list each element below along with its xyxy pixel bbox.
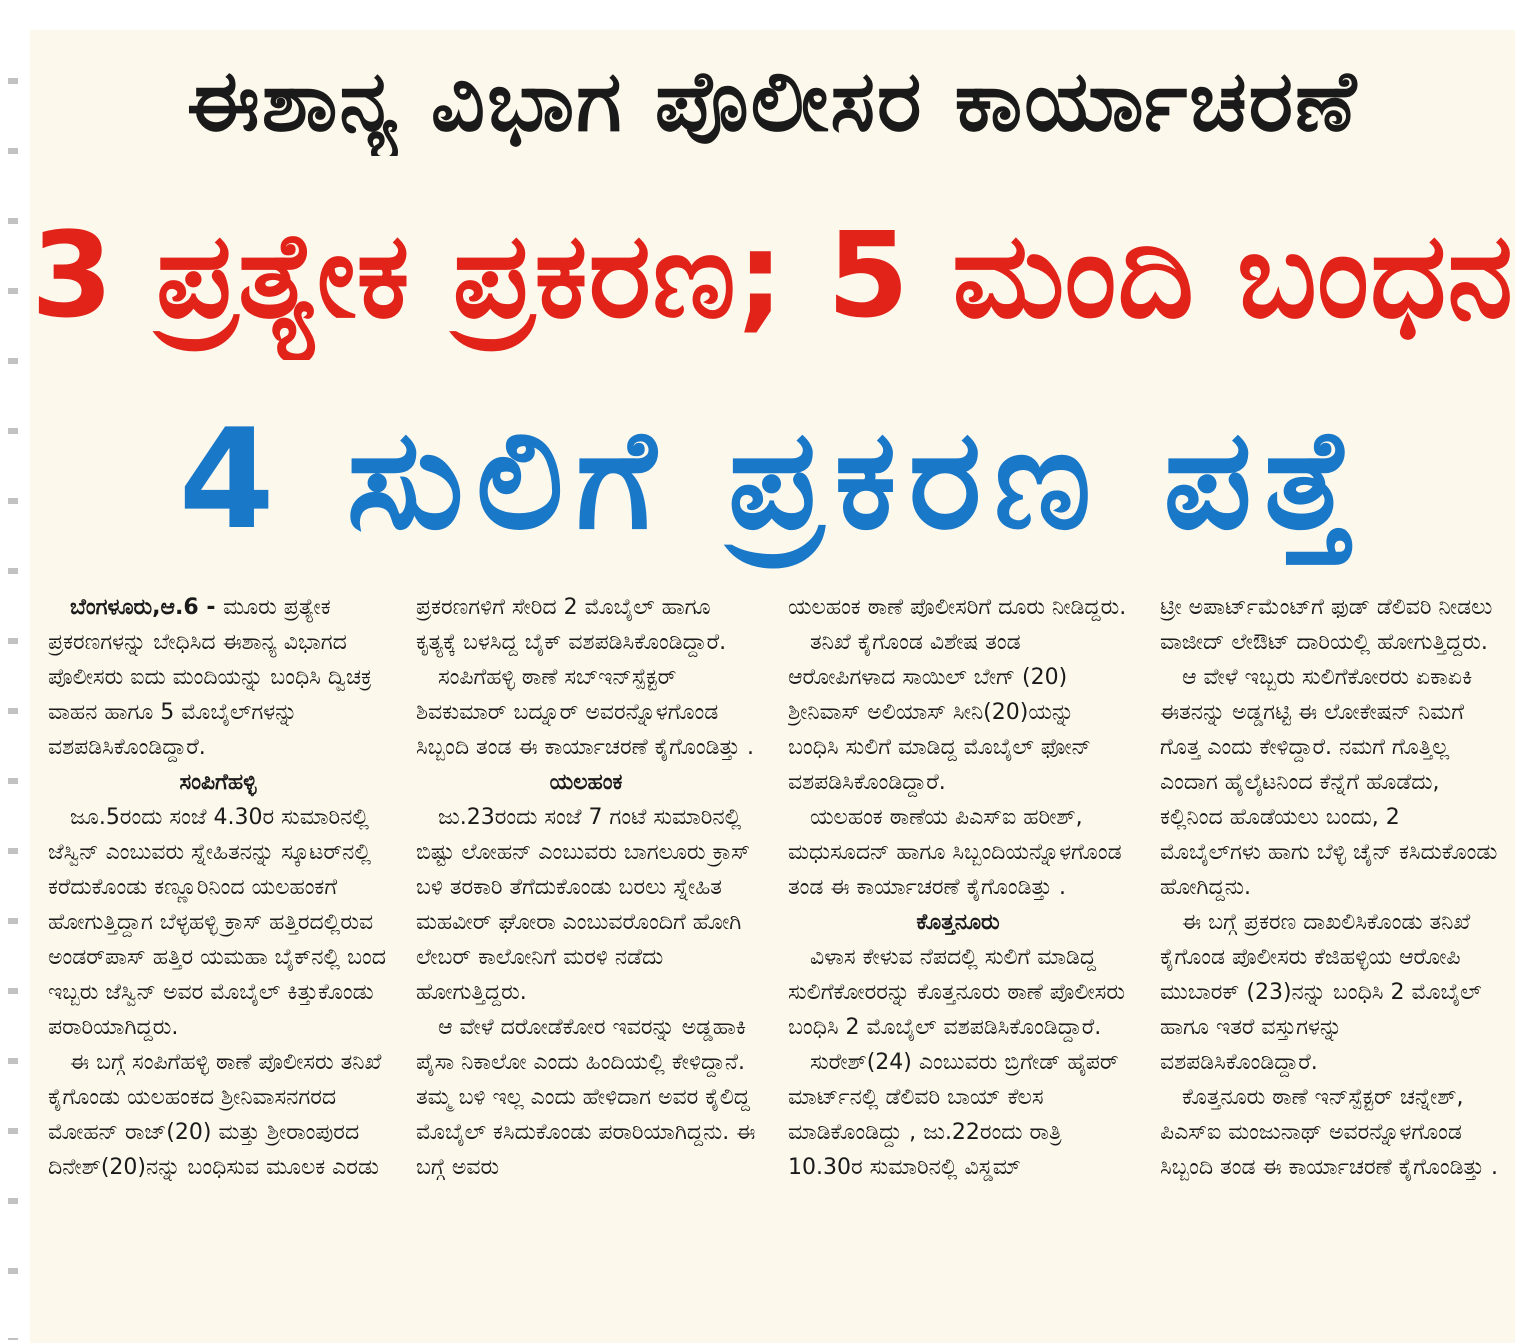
- paragraph: ಪ್ರಕರಣಗಳಿಗೆ ಸೇರಿದ 2 ಮೊಬೈಲ್ ಹಾಗೂ ಕೃತ್ಯಕ್ಕೆ ಬಳಸಿದ್ದ ಬೈಕ್ ವಶಪಡಿಸಿಕೊಂಡಿದ್ದಾರೆ.: [416, 595, 727, 655]
- paragraph: ಈ ಬಗ್ಗೆ ಪ್ರಕರಣ ದಾಖಲಿಸಿಕೊಂಡು ತನಿಖೆ ಕೈಗೊಂಡ ಪೊಲೀಸರು ಕೆಜಿಹಳ್ಳಿಯ ಆರೋಪಿ ಮುಬಾರಕ್ (23)ನನ್ನು ಬಂಧಿಸಿ 2 ಮೊಬೈಲ್ ಹಾಗೂ ಇತರೆ ವಸ್ತುಗಳನ್ನು ವಶಪಡಿಸಿಕೊಂಡಿದ್ದಾರೆ.: [1160, 910, 1482, 1075]
- margin-marks: [8, 40, 18, 1340]
- subheading-sampigehalli: ಸಂಪಿಗೆಹಳ್ಳಿ: [179, 770, 257, 795]
- paragraph: ಸಂಪಿಗೆಹಳ್ಳಿ ಠಾಣೆ ಸಬ್‌ಇನ್‌ಸ್ಪೆಕ್ಟರ್ ಶಿವಕುಮಾರ್ ಬದ್ನೂರ್ ಅವರನ್ನೊಳಗೊಂಡ ಸಿಬ್ಬಂದಿ ತಂಡ ಈ ಕಾರ್ಯಾಚರಣೆ ಕೈಗೊಂಡಿತ್ತು .: [416, 665, 755, 760]
- article-column-3: [788, 590, 1128, 1338]
- paragraph: ಯಲಹಂಕ ಠಾಣೆ ಪೊಲೀಸರಿಗೆ ದೂರು ನೀಡಿದ್ದರು.: [788, 595, 1127, 620]
- subheading-yelahanka: ಯಲಹಂಕ: [549, 770, 623, 795]
- paragraph: ಜು.23ರಂದು ಸಂಜೆ 7 ಗಂಟೆ ಸುಮಾರಿನಲ್ಲಿ ಬಿಷ್ಟು ಲೋಹನ್ ಎಂಬುವರು ಬಾಗಲೂರು ಕ್ರಾಸ್ ಬಳಿ ತರಕಾರಿ ತೆಗೆದುಕೊಂಡು ಬರಲು ಸ್ನೇಹಿತ ಮಹವೀರ್ ಘೋರಾ ಎಂಬುವರೊಂದಿಗೆ ಹೋಗಿ ಲೇಬರ್ ಕಾಲೋನಿಗೆ ಮರಳಿ ನಡೆದು ಹೋಗುತ್ತಿದ್ದರು.: [416, 805, 750, 1005]
- lead-text: ಮೂರು ಪ್ರತ್ಯೇಕ ಪ್ರಕರಣಗಳನ್ನು ಬೇಧಿಸಿದ ಈಶಾನ್ಯ ವಿಭಾಗದ ಪೊಲೀಸರು ಐದು ಮಂದಿಯನ್ನು ಬಂಧಿಸಿ ದ್ವಿಚಕ್ರ ವಾಹನ ಹಾಗೂ 5 ಮೊಬೈಲ್‌ಗಳನ್ನು ವಶಪಡಿಸಿಕೊಂಡಿದ್ದಾರೆ.: [48, 595, 372, 760]
- main-headline: 3 ಪ್ರತ್ಯೇಕ ಪ್ರಕರಣ; 5 ಮಂದಿ ಬಂಧನ: [31, 206, 1514, 344]
- subheading-kothanur: ಕೊತ್ತನೂರು: [916, 910, 1000, 935]
- paragraph: ಆ ವೇಳೆ ದರೋಡೆಕೋರ ಇವರನ್ನು ಅಡ್ಡಹಾಕಿ ಪೈಸಾ ನಿಕಾಲೋ ಎಂದು ಹಿಂದಿಯಲ್ಲಿ ಕೇಳಿದ್ದಾನೆ. ತಮ್ಮ ಬಳಿ ಇಲ್ಲ ಎಂದು ಹೇಳಿದಾಗ ಅವರ ಕೈಲಿದ್ದ ಮೊಬೈಲ್ ಕಸಿದುಕೊಂಡು ಪರಾರಿಯಾಗಿದ್ದನು. ಈ ಬಗ್ಗೆ ಅವರು: [416, 1015, 756, 1180]
- paragraph: ಸುರೇಶ್(24) ಎಂಬುವರು ಬ್ರಿಗೇಡ್ ಹೈಪರ್ ಮಾರ್ಟ್‌ನಲ್ಲಿ ಡೆಲಿವರಿ ಬಾಯ್ ಕೆಲಸ ಮಾಡಿಕೊಂಡಿದ್ದು , ಜು.22ರಂದು ರಾತ್ರಿ 10.30ರ ಸುಮಾರಿನಲ್ಲಿ ವಿಸ್ಡಮ್: [788, 1050, 1119, 1180]
- paragraph: ಆ ವೇಳೆ ಇಬ್ಬರು ಸುಲಿಗೆಕೋರರು ಏಕಾಏಕಿ ಈತನನ್ನು ಅಡ್ಡಗಟ್ಟಿ ಈ ಲೋಕೇಷನ್ ನಿಮಗೆ ಗೊತ್ತ ಎಂದು ಕೇಳಿದ್ದಾರೆ. ನಮಗೆ ಗೊತ್ತಿಲ್ಲ ಎಂದಾಗ ಹೈಲೈಟನಿಂದ ಕೆನ್ನೆಗೆ ಹೊಡೆದು, ಕಲ್ಲಿನಿಂದ ಹೊಡೆಯಲು ಬಂದು, 2 ಮೊಬೈಲ್‌ಗಳು ಹಾಗು ಬೆಳ್ಳಿ ಚೈನ್ ಕಸಿದುಕೊಂಡು ಹೋಗಿದ್ದನು.: [1160, 665, 1498, 900]
- paragraph: ಈ ಬಗ್ಗೆ ಸಂಪಿಗೆಹಳ್ಳಿ ಠಾಣೆ ಪೊಲೀಸರು ತನಿಖೆ ಕೈಗೊಂಡು ಯಲಹಂಕದ ಶ್ರೀನಿವಾಸನಗರದ ಮೋಹನ್ ರಾಜ್(20) ಮತ್ತು ಶ್ರೀರಾಂಪುರದ ದಿನೇಶ್(20)ನನ್ನು ಬಂಧಿಸುವ ಮೂಲಕ ಎರಡು: [48, 1050, 382, 1180]
- paragraph: ಕೊತ್ತನೂರು ಠಾಣೆ ಇನ್‌ಸ್ಪೆಕ್ಟರ್ ಚನ್ನೇಶ್, ಪಿಎಸ್‌ಐ ಮಂಜುನಾಥ್ ಅವರನ್ನೊಳಗೊಂಡ ಸಿಬ್ಬಂದಿ ತಂಡ ಈ ಕಾರ್ಯಾಚರಣೆ ಕೈಗೊಂಡಿತ್ತು .: [1160, 1085, 1499, 1180]
- dateline: ಬೆಂಗಳೂರು,ಆ.6 -: [70, 595, 224, 620]
- page-margin: [0, 0, 30, 1343]
- article-body: [48, 590, 1508, 1338]
- article-column-1: [48, 590, 388, 1338]
- paragraph: ಟ್ರೀ ಅಪಾರ್ಟ್‌ಮೆಂಟ್‌ಗೆ ಫುಡ್ ಡೆಲಿವರಿ ನೀಡಲು ವಾಜೀದ್ ಲೇಔಟ್ ದಾರಿಯಲ್ಲಿ ಹೋಗುತ್ತಿದ್ದರು.: [1160, 595, 1493, 655]
- newspaper-clipping: [30, 30, 1515, 1343]
- paragraph: ವಿಳಾಸ ಕೇಳುವ ನೆಪದಲ್ಲಿ ಸುಲಿಗೆ ಮಾಡಿದ್ದ ಸುಲಿಗೆಕೋರರನ್ನು ಕೊತ್ತನೂರು ಠಾಣೆ ಪೊಲೀಸರು ಬಂಧಿಸಿ 2 ಮೊಬೈಲ್ ವಶಪಡಿಸಿಕೊಂಡಿದ್ದಾರೆ.: [788, 945, 1125, 1040]
- paragraph: ಯಲಹಂಕ ಠಾಣೆಯ ಪಿಎಸ್‌ಐ ಹರೀಶ್, ಮಧುಸೂದನ್ ಹಾಗೂ ಸಿಬ್ಬಂದಿಯನ್ನೊಳಗೊಂಡ ತಂಡ ಈ ಕಾರ್ಯಾಚರಣೆ ಕೈಗೊಂಡಿತ್ತು .: [788, 805, 1122, 900]
- kicker-headline: ಈಶಾನ್ಯ ವಿಭಾಗ ಪೊಲೀಸರ ಕಾರ್ಯಾಚರಣೆ: [186, 52, 1359, 150]
- paragraph: ತನಿಖೆ ಕೈಗೊಂಡ ವಿಶೇಷ ತಂಡ ಆರೋಪಿಗಳಾದ ಸಾಯಿಲ್ ಬೇಗ್ (20) ಶ್ರೀನಿವಾಸ್ ಅಲಿಯಾಸ್ ಸೀನಿ(20)ಯನ್ನು ಬಂಧಿಸಿ ಸುಲಿಗೆ ಮಾಡಿದ್ದ ಮೊಬೈಲ್ ಫೋನ್ ವಶಪಡಿಸಿಕೊಂಡಿದ್ದಾರೆ.: [788, 630, 1092, 795]
- lead-paragraph: [48, 590, 388, 765]
- article-column-4: [1160, 590, 1500, 1338]
- sub-headline: 4 ಸುಲಿಗೆ ಪ್ರಕರಣ ಪತ್ತೆ: [178, 399, 1367, 560]
- paragraph: ಜೂ.5ರಂದು ಸಂಜೆ 4.30ರ ಸುಮಾರಿನಲ್ಲಿ ಜೆಸ್ವಿನ್ ಎಂಬುವರು ಸ್ನೇಹಿತನನ್ನು ಸ್ಕೂಟರ್‌ನಲ್ಲಿ ಕರೆದುಕೊಂಡು ಕಣ್ಣೂರಿನಿಂದ ಯಲಹಂಕಗೆ ಹೋಗುತ್ತಿದ್ದಾಗ ಬೆಳ್ಳಹಳ್ಳಿ ಕ್ರಾಸ್ ಹತ್ತಿರದಲ್ಲಿರುವ ಅಂಡರ್‌ಪಾಸ್ ಹತ್ತಿರ ಯಮಹಾ ಬೈಕ್‌ನಲ್ಲಿ ಬಂದ ಇಬ್ಬರು ಜೆಸ್ವಿನ್ ಅವರ ಮೊಬೈಲ್ ಕಿತ್ತುಕೊಂಡು ಪರಾರಿಯಾಗಿದ್ದರು.: [48, 805, 386, 1040]
- article-column-2: [416, 590, 756, 1338]
